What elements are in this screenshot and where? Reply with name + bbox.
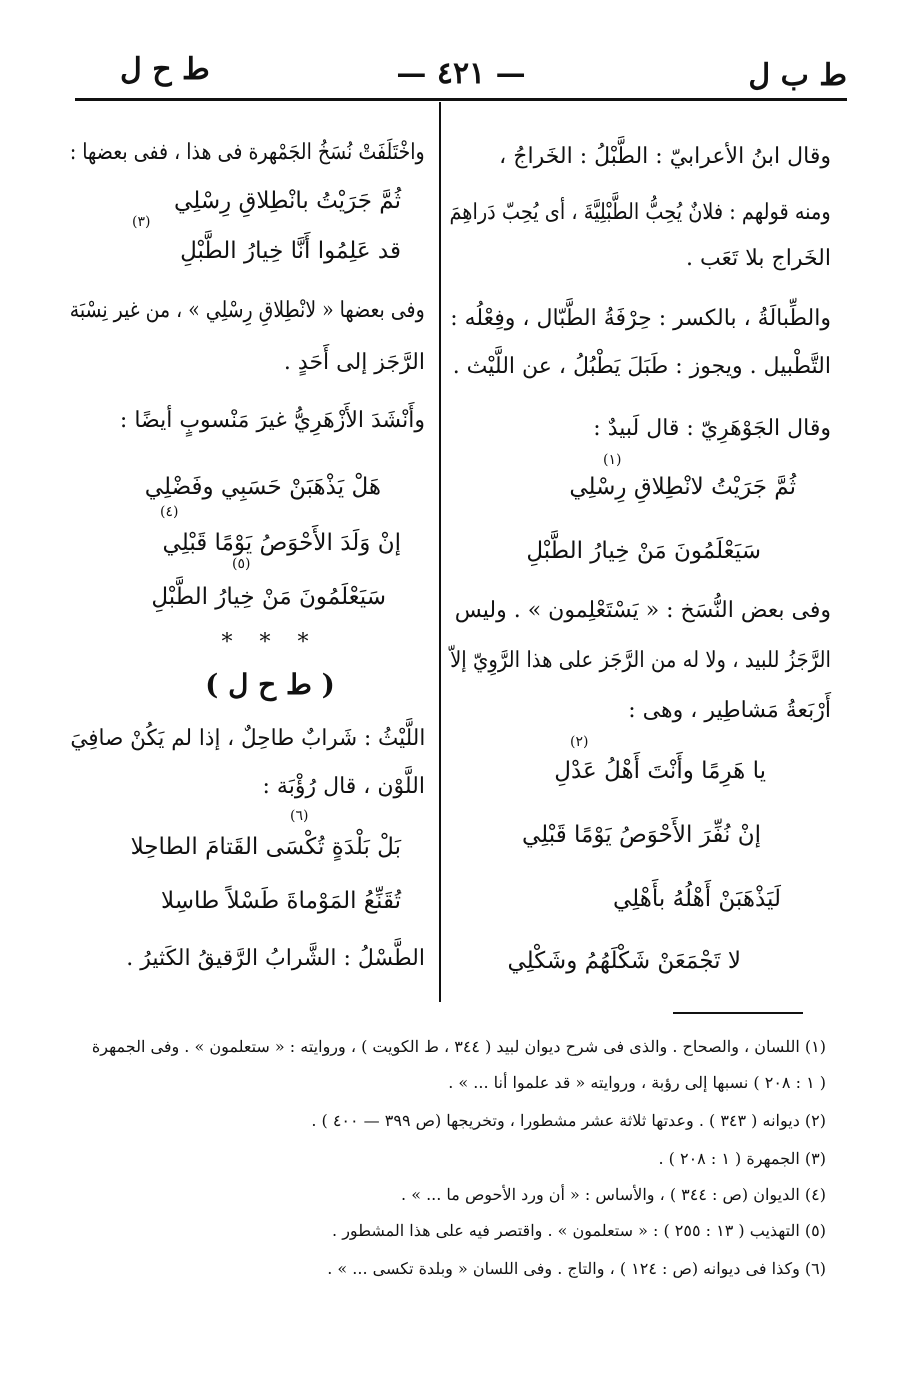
verse-line: هَلْ يَذْهَبَنْ حَسَبِي وفَضْلِي	[144, 474, 381, 500]
footnote: (٣) الجمهرة ( ١ : ٢٠٨ ) .	[658, 1149, 826, 1168]
text-line: وفى بعض النُّسَخ : « يَسْتَعْلِمون » . وليس	[454, 598, 831, 623]
verse-line: لَيَذْهَبَنْ أَهْلُهُ بأَهْلِي	[612, 886, 781, 912]
text-line: التَّطْبيل . ويجوز : طَبَلَ يَطْبُلُ ، عن اللَّيْث .	[452, 354, 831, 379]
verse-line: لا تَجْمَعَنْ شَكْلَهُمُ وشَكْلِي	[507, 948, 741, 974]
section-separator: * * *	[221, 630, 319, 655]
verse-number: (٤)	[160, 504, 179, 520]
verse-number: (٦)	[290, 808, 309, 824]
verse-number: (٢)	[570, 734, 589, 750]
text-line: الخَراج بلا تَعَب .	[685, 246, 831, 271]
verse-line: تُقَنِّعُ المَوْماةَ طَسْلاً طاسِلا	[161, 888, 401, 914]
verse-number: (٣)	[132, 214, 151, 230]
footnote: (٦) وكذا فى ديوانه (ص : ١٢٤ ) ، والتاج . وفى اللسان « وبلدة تكسى ... » .	[327, 1259, 826, 1278]
text-line: اللَّوْن ، قال رُؤْبَة :	[262, 774, 425, 799]
root-section-title: ( ط ح ل )	[205, 668, 335, 701]
text-line: وفى بعضها « لانْطِلاقِ رِسْلِي » ، من غير نِسْبَة	[70, 298, 425, 323]
footnote: (٥) التهذيب ( ١٣ : ٢٥٥ ) : « ستعلمون » . واقتصر فيه على هذا المشطور .	[332, 1221, 826, 1240]
verse-line: بَلْ بَلْدَةٍ تُكْسَى القَتامَ الطاحِلا	[130, 834, 401, 860]
text-line: وأَنْشَدَ الأَزْهَرِيُّ غيرَ مَنْسوبٍ أيضًا :	[119, 408, 425, 433]
page-header	[75, 52, 847, 94]
footnote: (٤) الديوان (ص : ٣٤٤ ) ، والأساس : « أن ورد الأحوص ما ... » .	[401, 1185, 826, 1204]
verse-line: إنْ نُفِّرَ الأَحْوَصُ يَوْمًا قَبْلِي	[522, 822, 761, 848]
verse-line: ثُمَّ جَرَيْتُ بانْطِلاقِ رِسْلِي	[174, 188, 401, 214]
verse-number: (٥)	[232, 556, 251, 572]
root-heading-right: ط ب ل	[748, 58, 847, 93]
verse-line: إنْ وَلَدَ الأَحْوَصُ يَوْمًا قَبْلِي	[162, 530, 401, 556]
text-line: واخْتَلَفَتْ نُسَخُ الجَمْهرة فى هذا ، ففى بعضها :	[70, 140, 425, 165]
text-line: والطِّبالَةُ ، بالكسر : حِرْفَةُ الطَّبّال ، وفِعْلُه :	[450, 306, 831, 331]
footnote-rule	[673, 1012, 803, 1014]
text-line: وقال ابنُ الأعرابيّ : الطَّبْلُ : الخَراجُ ،	[499, 144, 831, 169]
text-line: الطَّسْلُ : الشَّرابُ الرَّقيقُ الكَثيرُ .	[126, 946, 425, 971]
footnote: ( ١ : ٢٠٨ ) نسبها إلى رؤبة ، وروايته « قد علموا أنا ... » .	[448, 1073, 826, 1092]
verse-line: قد عَلِمُوا أَنَّا خِيارُ الطَّبْلِ	[180, 238, 401, 264]
verse-line: سَيَعْلَمُونَ مَنْ خِيارُ الطَّبْلِ	[526, 538, 761, 564]
text-line: وقال الجَوْهَرِيّ : قال لَبيدٌ :	[593, 416, 831, 441]
text-line: أَرْبَعةُ مَشاطِير ، وهى :	[628, 698, 831, 723]
footnote: (٢) ديوانه ( ٣٤٣ ) . وعدتها ثلاثة عشر مشطورا ، وتخريجها (ص ٣٩٩ — ٤٠٠ ) .	[311, 1111, 826, 1130]
text-line: اللَّيْثُ : شَرابٌ طاحِلٌ ، إذا لم يَكُنْ صافِيَ	[70, 726, 425, 751]
text-line: ومنه قولهم : فلانٌ يُحِبُّ الطَّبْلِيَّةَ ، أى يُحِبّ دَراهِمَ	[449, 200, 831, 225]
verse-line: ثُمَّ جَرَيْتُ لانْطِلاقِ رِسْلِي	[569, 474, 796, 500]
verse-line: سَيَعْلَمُونَ مَنْ خِيارُ الطَّبْلِ	[151, 584, 386, 610]
verse-line: يا هَرِمًا وأَنْتَ أَهْلُ عَدْلِ	[554, 758, 766, 784]
root-heading-left: ط ح ل	[120, 52, 210, 87]
verse-number: (١)	[603, 452, 622, 468]
text-line: الرَّجَزُ للبيد ، ولا له من الرَّجَز على هذا الرَّوِيّ إلاّ	[450, 648, 831, 673]
page-number: — ٤٢١ —	[396, 56, 526, 91]
column-divider	[439, 102, 441, 1002]
header-rule	[75, 98, 847, 101]
text-line: الرَّجَز إلى أَحَدٍ .	[283, 350, 425, 375]
footnote: (١) اللسان ، والصحاح . والذى فى شرح ديوان لبيد ( ٣٤٤ ، ط الكويت ) ، وروايته : « ستعلمون » . وفى الجمهرة	[91, 1037, 826, 1056]
